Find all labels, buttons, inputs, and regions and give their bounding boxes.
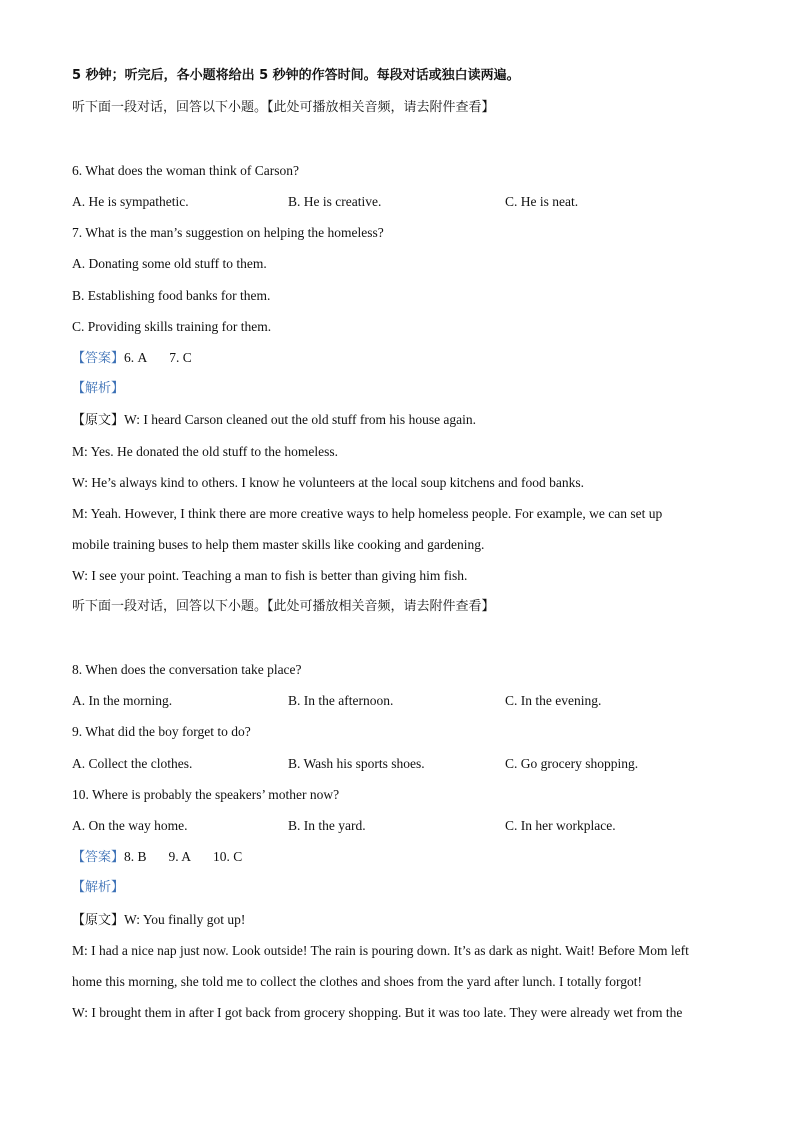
analysis-label: 【解析】 — [72, 880, 125, 895]
q8-option-c: C. In the evening. — [505, 693, 602, 708]
transcript-line: mobile training buses to help them master skills like cooking and gardening. — [72, 537, 485, 552]
q8-option-b: B. In the afternoon. — [288, 693, 394, 708]
instruction-text: 5 秒钟；听完后，各小题将给出 5 秒钟的作答时间。每段对话或独白读两遍。 — [72, 68, 520, 83]
transcript-label: 【原文】 — [72, 413, 125, 428]
answer-label: 【答案】 — [72, 850, 125, 865]
analysis-label: 【解析】 — [72, 381, 125, 396]
q9-option-a: A. Collect the clothes. — [72, 756, 193, 771]
answer-item: 6. A — [124, 350, 148, 365]
transcript-line: M: Yes. He donated the old stuff to the homeless. — [72, 444, 338, 459]
transcript-line: 【原文】W: I heard Carson cleaned out the old stuff from his house again. — [72, 412, 477, 428]
question-7: 7. What is the man’s suggestion on helping the homeless? — [72, 225, 384, 240]
transcript-line: W: He’s always kind to others. I know he volunteers at the local soup kitchens and food banks. — [72, 475, 585, 490]
transcript-line: home this morning, she told me to collect the clothes and shoes from the yard after lunch. I totally forgot! — [72, 974, 642, 989]
transcript-line: W: I brought them in after I got back from grocery shopping. But it was too late. They were already wet from the — [72, 1005, 683, 1020]
question-10: 10. Where is probably the speakers’ mother now? — [72, 787, 340, 802]
q9-option-c: C. Go grocery shopping. — [505, 756, 639, 771]
q6-option-a: A. He is sympathetic. — [72, 194, 189, 209]
question-6: 6. What does the woman think of Carson? — [72, 163, 299, 178]
transcript-line: 【原文】W: You finally got up! — [72, 912, 246, 928]
answer-label: 【答案】 — [72, 351, 125, 366]
answer-line — [72, 848, 264, 867]
answer-item: 10. C — [213, 849, 243, 864]
transcript-line: M: Yeah. However, I think there are more creative ways to help homeless people. For example, we can set up — [72, 506, 663, 521]
transcript-line: W: I see your point. Teaching a man to fish is better than giving him fish. — [72, 568, 468, 583]
answer-item: 7. C — [169, 350, 192, 365]
q8-option-a: A. In the morning. — [72, 693, 173, 708]
question-9: 9. What did the boy forget to do? — [72, 724, 251, 739]
section-header: 听下面一段对话，回答以下小题。【此处可播放相关音频，请去附件查看】 — [72, 100, 495, 115]
question-8: 8. When does the conversation take place? — [72, 662, 302, 677]
section-header: 听下面一段对话，回答以下小题。【此处可播放相关音频，请去附件查看】 — [72, 599, 495, 614]
transcript-line: M: I had a nice nap just now. Look outside! The rain is pouring down. It’s as dark as night. Wait! Before Mom left — [72, 943, 689, 958]
transcript-label: 【原文】 — [72, 913, 125, 928]
q6-option-b: B. He is creative. — [288, 194, 382, 209]
q6-option-c: C. He is neat. — [505, 194, 579, 209]
q10-option-b: B. In the yard. — [288, 818, 366, 833]
q9-option-b: B. Wash his sports shoes. — [288, 756, 425, 771]
answer-item: 8. B — [124, 849, 147, 864]
answer-line — [72, 349, 214, 368]
q10-option-a: A. On the way home. — [72, 818, 188, 833]
q7-option-a: A. Donating some old stuff to them. — [72, 256, 267, 271]
q7-option-c: C. Providing skills training for them. — [72, 319, 272, 334]
q10-option-c: C. In her workplace. — [505, 818, 616, 833]
answer-item: 9. A — [168, 849, 192, 864]
q7-option-b: B. Establishing food banks for them. — [72, 288, 271, 303]
